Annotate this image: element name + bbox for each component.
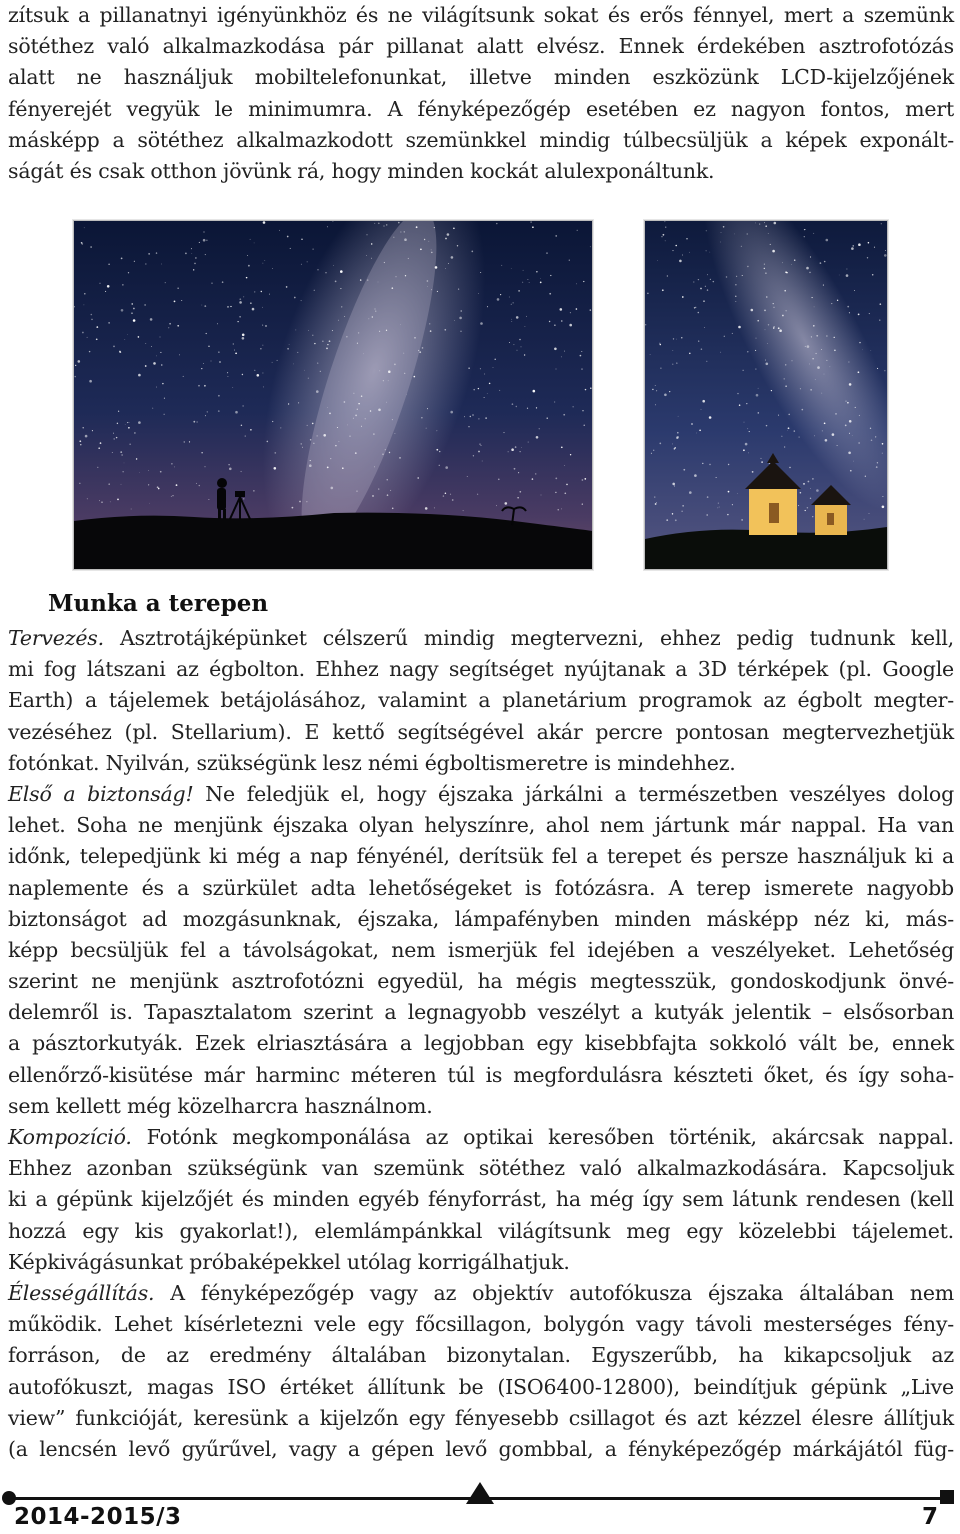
- milky-way-chapel-photo: [644, 220, 888, 570]
- line-text: (a lencsén levő gyűrűvel, vagy a gépen levő gombbal, a fényképezőgép márkájától füg-: [8, 1436, 954, 1461]
- paragraph-lead-line: [8, 1278, 954, 1309]
- text-line: [8, 1091, 954, 1122]
- issue-number: 2014-2015/3: [14, 1504, 182, 1530]
- body-text: [8, 623, 954, 1465]
- line-text: sem kellett még közelharcra használnom.: [8, 1093, 433, 1118]
- line-text: naplemente és a szürkület adta lehetőségeket is fotózásra. A terep ismerete nagyobb: [8, 875, 954, 900]
- text-line: sötéthez való alkalmazkodása pár pillanat alatt elvész. Ennek érdekében asztrofotózás: [8, 34, 954, 59]
- line-text: A fényképezőgép vagy az objektív autofókusza éjszaka általában nem: [154, 1280, 954, 1305]
- text-line: [8, 717, 954, 748]
- text-line: zítsuk a pillanatnyi igényünkhöz és ne világítsunk sokat és erős fénnyel, mert a szemünk: [8, 3, 954, 27]
- line-text: időnk, telepedjünk ki még a nap fényénél, derítsük fel a terepet és persze használjuk ki a: [8, 844, 954, 869]
- text-line: [8, 1403, 954, 1434]
- paragraph-lead-line: [8, 779, 954, 810]
- text-line: [8, 685, 954, 716]
- text-line: [8, 935, 954, 966]
- text-line: [8, 904, 954, 935]
- line-text: lehet. Soha ne menjünk éjszaka olyan helyszínre, ahol nem jártunk már nappal. Ha van: [8, 813, 954, 838]
- line-text: biztonságot ad mozgásunknak, éjszaka, lámpafényben minden másképp néz ki, más-: [8, 906, 954, 931]
- text-line: [8, 1060, 954, 1091]
- line-text: Asztrotájképünket célszerű mindig megtervezni, ehhez pedig tudnunk kell,: [103, 626, 954, 650]
- text-line: [8, 1216, 954, 1247]
- text-line: [8, 1028, 954, 1059]
- line-text: Ehhez azonban szükségünk van szemünk sötéthez való alkalmazkodására. Kapcsoljuk: [8, 1156, 954, 1181]
- text-line: [8, 748, 954, 779]
- text-line: alatt ne használjuk mobiltelefonunkat, illetve minden eszközünk LCD-kijelzőjének: [8, 65, 954, 90]
- line-text: autofókuszt, magas ISO értéket állítunk be (ISO6400-12800), beindítjuk gépünk „Live: [8, 1374, 954, 1399]
- page-number: 7: [921, 1504, 938, 1530]
- text-line: [8, 1309, 954, 1340]
- text-line: fényerejét vegyük le minimumra. A fényképezőgép esetében ez nagyon fontos, mert: [8, 96, 954, 121]
- run-in-heading: Tervezés.: [8, 626, 104, 650]
- line-text: ellenőrző-kisütése már harminc méteren túl is megfordulásra készteti őket, és így soha-: [8, 1062, 954, 1087]
- line-text: képp becsüljük fel a távolságokat, nem ismerjük fel idejében a veszélyeket. Lehetőség: [8, 937, 954, 962]
- milky-way-photographer-photo: [73, 220, 593, 570]
- line-text: szerint ne menjünk asztrofotózni egyedül, ha mégis megtesszük, gondoskodjunk önvé-: [8, 969, 954, 994]
- line-text: delemről is. Tapasztalatom szerint a legnagyobb veszélyt a kutyák jelentik – elsősorban: [8, 1000, 954, 1025]
- line-text: a pásztorkutyák. Ezek elriasztására a legjobban egy kisebbfajta sokkoló vált be, ennek: [8, 1031, 954, 1056]
- line-text: Képkivágásunkat próbaképekkel utólag korrigálhatjuk.: [8, 1249, 570, 1274]
- line-text: Earth) a tájelemek betájolásához, valamint a planetárium programok az égbolt megter-: [8, 688, 954, 713]
- line-text: view” funkcióját, keresünk a kijelzőn egy fényesebb csillagot és azt kézzel élesre állítjuk: [8, 1405, 954, 1430]
- text-line: [8, 997, 954, 1028]
- line-text: Ne feledjük el, hogy éjszaka járkálni a természetben veszélyes dolog: [193, 781, 954, 806]
- night-sky-chapel-image: [645, 221, 887, 569]
- text-line: [8, 1153, 954, 1184]
- intro-paragraph: [8, 0, 954, 187]
- text-line: másképp a sötéthez alkalmazkodott szemünkkel mindig túlbecsüljük a képek exponált-: [8, 127, 954, 152]
- paragraph-lead-line: [8, 1122, 954, 1153]
- text-line: [8, 1247, 954, 1278]
- footer-triangle-ornament: [466, 1482, 494, 1504]
- text-line: [8, 1372, 954, 1403]
- line-text: Fotónk megkomponálása az optikai keresőben történik, akárcsak nappal.: [131, 1125, 954, 1149]
- line-text: működik. Lehet kísérletezni vele egy főcsillagon, bolygón vagy távoli mesterséges fény-: [8, 1312, 954, 1337]
- night-sky-image: [74, 221, 592, 569]
- line-text: mi fog látszani az égbolton. Ehhez nagy segítséget nyújtanak a 3D térképek (pl. Google: [8, 657, 954, 682]
- text-line: [8, 810, 954, 841]
- text-line: [8, 966, 954, 997]
- line-text: hozzá egy kis gyakorlat!), elemlámpánkkal világítsunk meg egy közelebbi tájelemet.: [8, 1218, 954, 1243]
- text-line: [8, 654, 954, 685]
- run-in-heading: Kompozíció.: [8, 1125, 132, 1149]
- text-line: [8, 1340, 954, 1371]
- text-line: [8, 1434, 954, 1465]
- text-line: [8, 841, 954, 872]
- run-in-heading: Első a biztonság!: [8, 781, 194, 806]
- text-line: ságát és csak otthon jövünk rá, hogy minden kockát alulexponáltunk.: [8, 158, 715, 183]
- line-text: ki a gépünk kijelzőjét és minden egyéb fényforrást, ha még így sem látunk rendesen (kell: [8, 1187, 954, 1212]
- text-line: [8, 1184, 954, 1215]
- line-text: fotónkat. Nyilván, szükségünk lesz némi égboltismeretre is mindehhez.: [8, 750, 736, 775]
- section-heading: Munka a terepen: [48, 590, 269, 617]
- line-text: forráson, de az eredmény általában bizonytalan. Egyszerűbb, ha kikapcsoljuk az: [8, 1343, 954, 1368]
- footer-square-ornament: [940, 1490, 954, 1504]
- text-line: [8, 873, 954, 904]
- run-in-heading: Élességállítás.: [8, 1280, 155, 1305]
- paragraph-lead-line: [8, 623, 954, 654]
- line-text: vezéséhez (pl. Stellarium). E kettő segítségével akár percre pontosan megtervezhetjük: [8, 719, 954, 744]
